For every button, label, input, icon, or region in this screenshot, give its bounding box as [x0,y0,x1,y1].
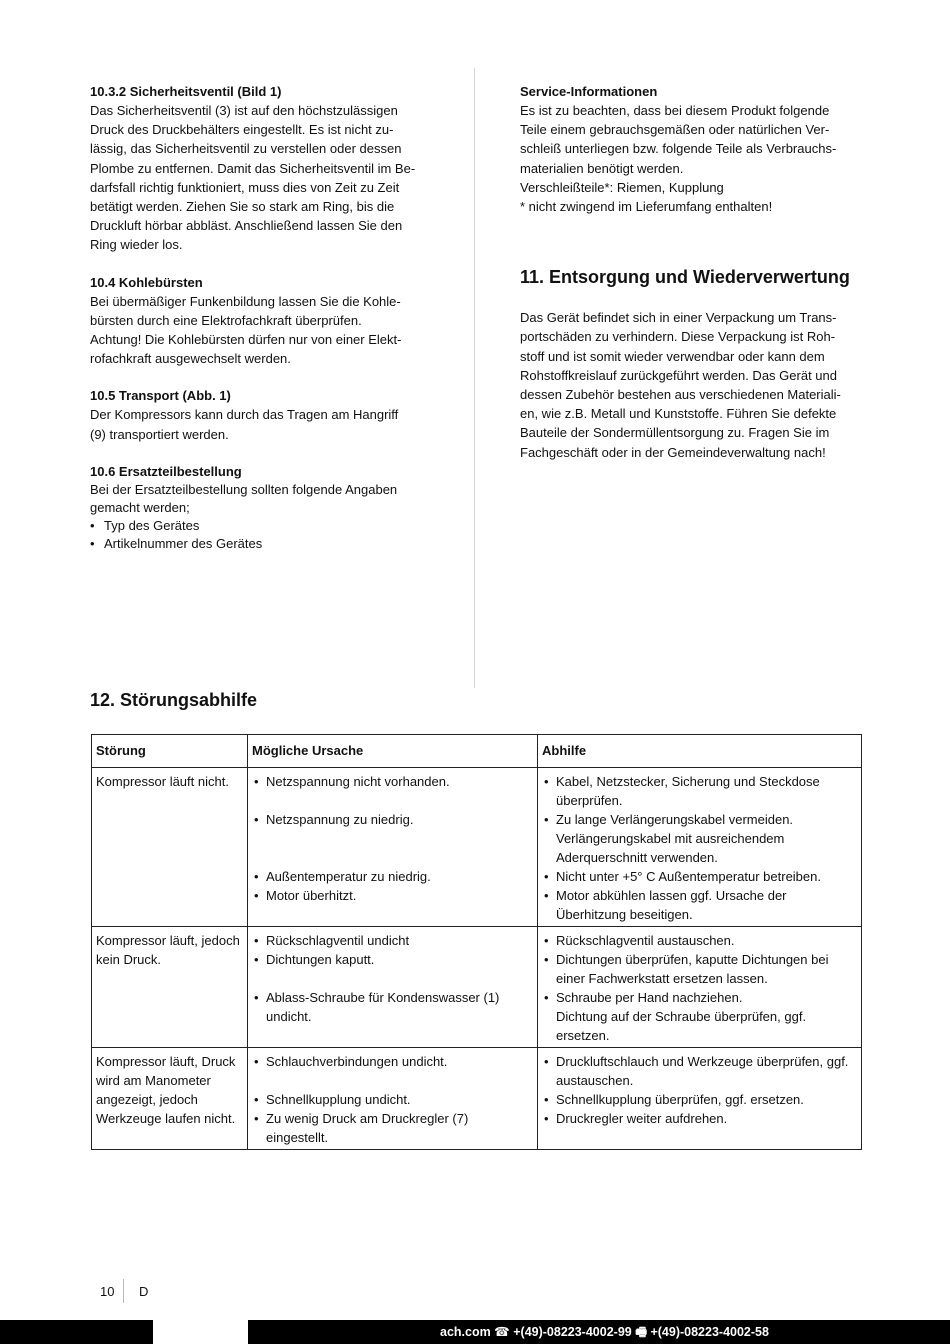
remedy-item: • Zu lange Verlängerungskabel vermeiden. Verlängerungskabel mit ausreichendem Aderquerschnitt verwenden. [542,810,857,867]
section-heading: 10.6 Ersatzteilbestellung [90,463,242,479]
text-line: betätigt werden. Ziehen Sie so stark am Ring, bis die [90,199,395,215]
footer-divider [123,1279,124,1303]
cause-item: • Außentemperatur zu niedrig. [252,867,533,886]
text-line: stoff und ist somit wieder verwendbar oder kann dem [520,348,825,364]
bullet-item: • Artikelnummer des Gerätes [90,535,430,553]
text-line: * nicht zwingend im Lieferumfang enthalten! [520,199,773,215]
section-transport [90,386,430,443]
footer-bar-left [0,1320,153,1344]
cause-item: • Dichtungen kaputt. [252,950,533,969]
cause-item: • Netzspannung zu niedrig. [252,810,533,829]
remedy-item: • Druckluftschlauch und Werkzeuge überprüfen, ggf. austauschen. [542,1052,857,1090]
text-line: gemacht werden; [90,499,190,515]
text-line: Das Gerät befindet sich in einer Verpackung um Trans- [520,310,837,326]
text-line: Der Kompressors kann durch das Tragen am Hangriff [90,407,399,423]
section-disposal [520,266,860,462]
section-spare-parts [90,462,430,553]
section-safety-valve [90,82,430,255]
text-line: Ring wieder los. [90,237,183,253]
remedy-cell [538,768,862,927]
section-heading: 10.3.2 Sicherheitsventil (Bild 1) [90,84,282,99]
text-line: Bei der Ersatzteilbestellung sollten folgende Angaben [90,481,398,497]
cause-item: • Motor überhitzt. [252,886,533,905]
text-line: bürsten durch eine Elektrofachkraft überprüfen. [90,312,362,328]
contact-info: ach.com ☎ +(49)-08223-4002-99 🖷 +(49)-08223-4002-58 [440,1325,769,1339]
text-line: Fachgeschäft oder in der Gemeindeverwaltung nach! [520,444,826,460]
text-line: Plombe zu entfernen. Damit das Sicherheitsventil im Be- [90,160,416,176]
text-line: Bauteile der Sondermüllentsorgung zu. Fragen Sie im [520,425,830,441]
section-heading: Service-Informationen [520,84,658,99]
text-line: Druck des Druckbehälters eingestellt. Es ist nicht zu- [90,122,394,138]
right-column [520,82,860,480]
fault-cell: Kompressor läuft, jedoch kein Druck. [92,927,248,1048]
remedy-cell [538,927,862,1048]
text-line: dessen Zubehör bestehen aus verschiedenen Materiali- [520,387,841,403]
text-line: Verschleißteile*: Riemen, Kupplung [520,179,724,195]
cause-cell [248,768,538,927]
remedy-item: • Druckregler weiter aufdrehen. [542,1109,857,1128]
section-body [520,101,860,216]
cause-item: • Schlauchverbindungen undicht. [252,1052,533,1071]
text-line: Bei übermäßiger Funkenbildung lassen Sie die Kohle- [90,293,401,309]
fault-cell: Kompressor läuft nicht. [92,768,248,927]
section-body [90,405,430,443]
cause-item: • Zu wenig Druck am Druckregler (7) eingestellt. [252,1109,533,1147]
section-heading: 10.4 Kohlebürsten [90,274,203,290]
remedy-item: • Dichtungen überprüfen, kaputte Dichtungen bei einer Fachwerkstatt ersetzen lassen. [542,950,857,988]
cause-cell [248,927,538,1048]
section-title: 11. Entsorgung und Wiederverwertung [520,267,850,288]
section-service-info [520,82,860,216]
text-line: materialien benötigt werden. [520,160,684,176]
column-header-remedy: Abhilfe [538,735,862,768]
text-line: Rohstoffkreislauf zurückgeführt werden. Das Gerät und [520,367,837,383]
cause-item: • Netzspannung nicht vorhanden. [252,772,533,791]
remedy-cell [538,1048,862,1150]
troubleshooting-table [91,734,862,1150]
text-line: Teile einem gebrauchsgemäßen oder natürlichen Ver- [520,122,830,138]
page-number: 10 [100,1284,115,1299]
text-line: Das Sicherheitsventil (3) ist auf den höchstzulässigen [90,103,398,118]
table-header-row [92,735,862,768]
table-row [92,927,862,1048]
remedy-item: • Schnellkupplung überprüfen, ggf. ersetzen. [542,1090,857,1109]
table-row [92,768,862,927]
text-line: (9) transportiert werden. [90,426,229,442]
remedy-item: • Kabel, Netzstecker, Sicherung und Steckdose überprüfen. [542,772,857,810]
section-body [90,292,430,369]
section-body [90,101,430,255]
footer-bar-contact [248,1320,950,1344]
language-code: D [139,1284,149,1299]
remedy-item: • Motor abkühlen lassen ggf. Ursache der Überhitzung beseitigen. [542,886,857,924]
cause-item: • Ablass-Schraube für Kondenswasser (1) undicht. [252,988,533,1026]
bullet-item: • Typ des Gerätes [90,517,430,535]
section-heading: 10.5 Transport (Abb. 1) [90,388,231,404]
text-line: lässig, das Sicherheitsventil zu verstellen oder dessen [90,141,402,157]
text-line: Druckluft hörbar abbläst. Anschließend lassen Sie den [90,218,403,234]
remedy-item: • Schraube per Hand nachziehen. [542,988,857,1007]
table-row [92,1048,862,1150]
section-body [90,481,430,517]
remedy-item: • Nicht unter +5° C Außentemperatur betreiben. [542,867,857,886]
text-line: rofachkraft ausgewechselt werden. [90,351,291,367]
column-header-cause: Mögliche Ursache [248,735,538,768]
cause-item: • Schnellkupplung undicht. [252,1090,533,1109]
section-carbon-brushes [90,273,430,369]
text-line: en, wie z.B. Metall und Kunststoffe. Führen Sie defekte [520,406,837,422]
section-body [520,308,860,462]
remedy-item-continued: Dichtung auf der Schraube überprüfen, ggf. ersetzen. [556,1009,807,1043]
cause-item: • Rückschlagventil undicht [252,931,533,950]
remedy-item: • Rückschlagventil austauschen. [542,931,857,950]
text-line: portschäden zu verhindern. Diese Verpackung ist Roh- [520,329,836,345]
column-divider [474,68,475,688]
troubleshooting-title: 12. Störungsabhilfe [90,690,258,710]
text-line: Es ist zu beachten, dass bei diesem Produkt folgende [520,103,830,118]
text-line: schleiß unterliegen bzw. folgende Teile als Verbrauchs- [520,141,837,157]
column-header-fault: Störung [92,735,248,768]
text-line: darfsfall richtig funktioniert, muss dies von Zeit zu Zeit [90,179,400,195]
cause-cell [248,1048,538,1150]
fault-cell: Kompressor läuft, Druck wird am Manometer angezeigt, jedoch Werkzeuge laufen nicht. [92,1048,248,1150]
left-column [90,82,430,571]
text-line: Achtung! Die Kohlebürsten dürfen nur von einer Elekt- [90,332,402,348]
